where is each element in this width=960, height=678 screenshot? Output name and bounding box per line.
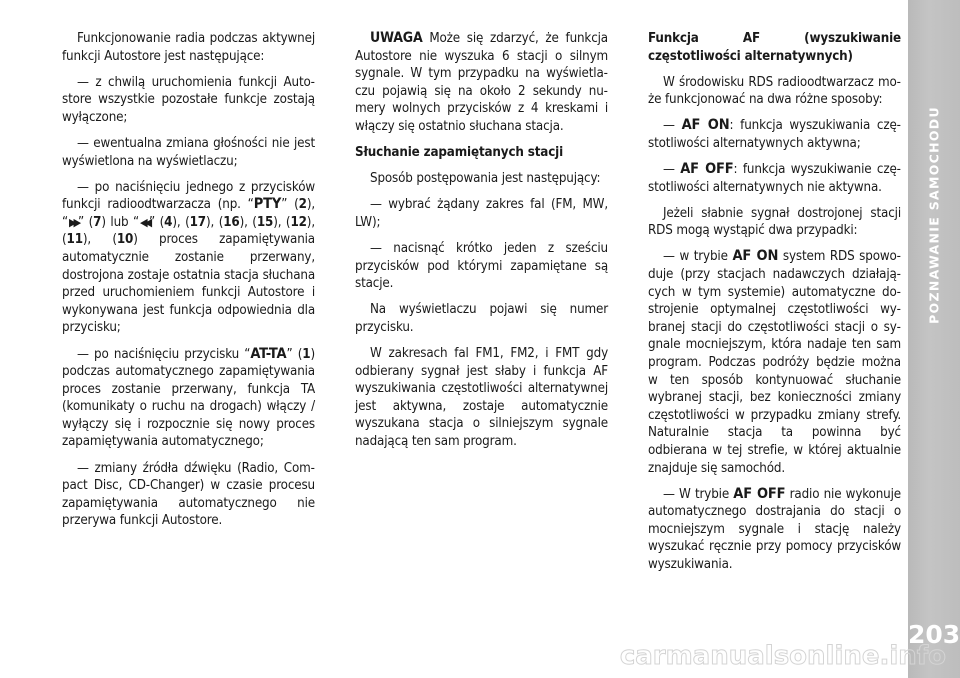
button-number: 17 [189,214,206,230]
paragraph: W zakresach fal FM1, FM2, i FMT gdy odbierany sygnał jest słaby i funkcja AF wyszukiwania częstotliwości alternatywnej jest aktywna, zostaje automatycznie wyszukana stacja o silniejszym sygnale nadającą ten sam program. [355,345,608,449]
af-on-label: AF ON [681,117,730,134]
button-number: 16 [223,214,240,230]
paragraph: — wybrać żądany zakres fal (FM, MW, LW); [355,197,608,230]
seek-back-icon: ◀◀ [139,215,150,229]
paragraph-af-off: — AF OFF: funkcja wyszukiwanie częstotliwości alternatywnych nie aktywna. [648,161,901,195]
button-number: 15 [256,214,274,230]
paragraph: Jeżeli słabnie sygnał dostrojonej stacji RDS mogą wystąpić dwa przypadki: [648,205,901,239]
af-on-label: AF ON [732,248,779,265]
button-number: 7 [93,214,102,230]
paragraph: Sposób postępowania jest następujący: [370,171,601,187]
paragraph-af-on-mode: — w trybie AF ON system RDS spowoduje (przy stacjach nadawczych działających w tym systemie) automatyczne dostrojenie optymalnej częstotliwości wybranej stacji do częstotliwości stacji o sygnale mocniejszym, która nadaje ten sam program. Podczas podróży będzie można w ten sposób kontynuować słuchanie wybranej stacji, bez konieczności zmiany częstotliwości w przypadku zmiany strefy. Naturalnie stacja ta powinna być odbierana w tej strefie, w której aktualnie znajduje się samochód. [648,248,901,476]
section-sidebar [908,0,960,678]
button-number: 1 [302,346,311,362]
section-heading: Słuchanie zapamiętanych stacji [355,145,564,161]
paragraph-atta: — po naciśnięciu przycisku “AT-TA” (1) podczas automatycznego zapamiętywania proces zostanie przerwany, funkcja TA (komunikaty o ruchu na drogach) włączy / wyłączy się i rozpocznie się nowy proces zapamiętywania automatycznego; [62,345,315,450]
paragraph-af-off-mode: — W trybie AF OFF radio nie wykonuje automatycznego dostrajania do stacji o mocniejszym sygnale i stację należy wyszukać ręcznie przy pomocy przycisków wyszukiwania. [648,485,901,573]
section-title: POZNAWANIE SAMOCHODU [926,106,942,324]
column-1 [62,30,315,530]
watermark-logo [606,640,946,672]
af-off-label: AF OFF [733,485,786,502]
column-2 [355,30,608,450]
paragraph-af-on: — AF ON: funkcja wyszukiwania częstotliwości alternatywnych aktywna; [648,117,901,151]
paragraph-buttons: — po naciśnięciu jednego z przycisków funkcji radioodtwarzacza (np. “PTY” (2), “▶▶” (7) lub “◀◀” (4), (17), (16), (15), (12), (11), (10) proces zapamiętywania automatycznie zostanie przerwany, dostrojona zostaje ostatnia stacja słuchana przed uruchomieniem funkcji Autostore i wykonywana jest funkcja odpowiednia dla przycisku; [62,179,315,336]
button-number: 4 [164,214,173,230]
paragraph: — z chwilą uruchomienia funkcji Autostore wszystkie pozostałe funkcje zostają wyłączone; [62,74,315,125]
paragraph: — zmiany źródła dźwięku (Radio, Compact Disc, CD-Changer) w czasie procesu zapamiętywania automatycznego nie przerywa funkcji Autostore. [62,460,315,529]
button-number: 12 [290,214,307,230]
atta-label: AT-TA [250,345,287,362]
button-number: 10 [116,232,134,248]
paragraph: W środowisku RDS radioodtwarzacz może funkcjonować na dwa różne sposoby: [648,74,901,108]
af-off-label: AF OFF [680,161,734,178]
paragraph: Na wyświetlaczu pojawi się numer przycisku. [355,302,608,335]
column-3 [648,30,901,574]
watermark-text: carmanualsonline.info [619,641,946,671]
warning-note: UWAGA Może się zdarzyć, że funkcja Autostore nie wyszuka 6 stacji o silnym sygnale. W tym przypadku na wyświetlaczu pojawią się na około 2 sekundy numery wolnych przycisków z 4 kreskami i włączy się ostatnio słuchana stacja. [355,30,608,134]
warning-label: UWAGA [370,30,423,46]
paragraph: — nacisnąć krótko jeden z sześciu przycisków pod którymi zapamiętane są stacje. [355,240,608,292]
section-heading: Funkcja AF (wyszukiwanie częstotliwości alternatywnych) [648,31,901,64]
pty-label: PTY [253,196,282,213]
button-number: 2 [298,197,307,213]
paragraph: Funkcjonowanie radia podczas aktywnej funkcji Autostore jest następujące: [62,31,315,64]
button-number: 11 [66,232,83,248]
page-number: 203 [908,620,960,649]
seek-forward-icon: ▶▶ [68,215,79,229]
paragraph: — ewentualna zmiana głośności nie jest wyświetlona na wyświetlaczu; [62,135,315,169]
